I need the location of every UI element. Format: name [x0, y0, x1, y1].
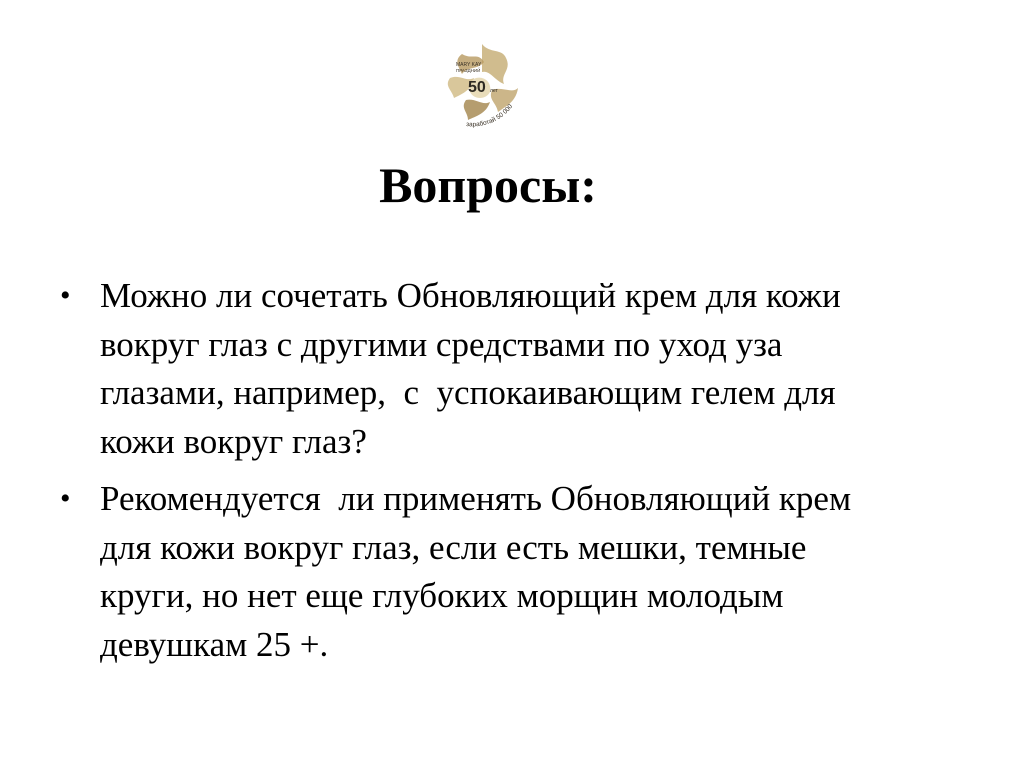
logo-number-suffix: лет	[490, 88, 498, 94]
mary-kay-50-anniversary-logo-icon	[432, 40, 532, 132]
bullet-line: вокруг глаз с другими средствами по уход уза	[100, 324, 783, 364]
bullet-list	[60, 272, 970, 678]
bullet-item-1	[60, 272, 970, 466]
bullet-line: Можно ли сочетать Обновляющий крем для кожи	[100, 276, 841, 315]
bullet-line: кожи вокруг глаз?	[100, 421, 367, 461]
logo-number: 50	[468, 79, 486, 96]
bullet-line: глазами, например, с успокаивающим гелем для	[100, 373, 836, 412]
bullet-item-2	[60, 475, 970, 669]
logo-arc-text: заработай 50 000	[465, 103, 515, 129]
slide-title: Вопросы:	[379, 157, 597, 213]
logo-text-top: MARY KAY	[456, 62, 482, 68]
bullet-line: круги, но нет еще глубоких морщин молодым	[100, 576, 784, 615]
bullet-marker: •	[60, 279, 71, 312]
bullet-line: для кожи вокруг глаз, если есть мешки, темные	[100, 527, 807, 567]
logo-text-sub: ПРАЗДНИЙ	[456, 68, 481, 73]
bullet-line: девушкам 25 +.	[100, 624, 329, 664]
bullet-marker: •	[60, 482, 71, 515]
bullet-line: Рекомендуется ли применять Обновляющий крем	[100, 479, 852, 518]
